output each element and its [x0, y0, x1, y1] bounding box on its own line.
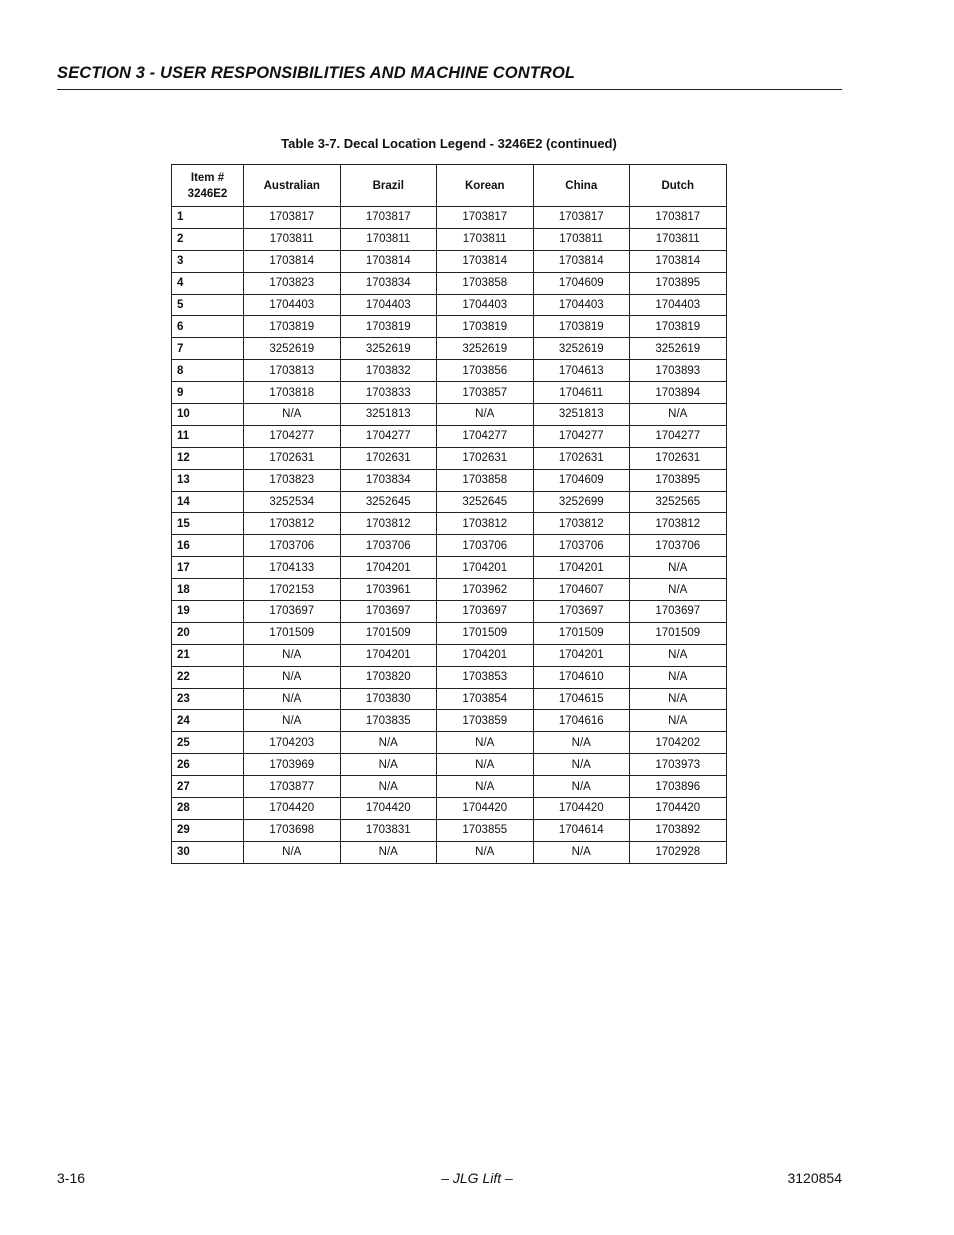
part-number-cell: N/A [244, 710, 341, 732]
item-number-cell: 5 [172, 294, 244, 316]
part-number-cell: 1703697 [437, 601, 534, 623]
part-number-cell: 1703819 [244, 316, 341, 338]
part-number-cell: 1703893 [630, 360, 727, 382]
item-number-cell: 27 [172, 776, 244, 798]
part-number-cell: 1703811 [340, 228, 437, 250]
part-number-cell: 1703814 [630, 250, 727, 272]
table-row [172, 666, 727, 688]
item-number-cell: 24 [172, 710, 244, 732]
part-number-cell: 1703817 [244, 207, 341, 229]
item-number-cell: 7 [172, 338, 244, 360]
part-number-cell: 1701509 [340, 622, 437, 644]
part-number-cell: N/A [437, 732, 534, 754]
part-number-cell: 1702631 [244, 447, 341, 469]
item-number-cell: 28 [172, 798, 244, 820]
table-row [172, 207, 727, 229]
table-row [172, 316, 727, 338]
part-number-cell: 1703812 [340, 513, 437, 535]
part-number-cell: 1703830 [340, 688, 437, 710]
part-number-cell: 1704277 [630, 425, 727, 447]
item-number-cell: 4 [172, 272, 244, 294]
part-number-cell: N/A [340, 732, 437, 754]
part-number-cell: N/A [244, 841, 341, 863]
item-number-cell: 8 [172, 360, 244, 382]
part-number-cell: 1704201 [340, 557, 437, 579]
part-number-cell: 1704607 [533, 579, 630, 601]
part-number-cell: 1703855 [437, 819, 534, 841]
part-number-cell: 1703814 [244, 250, 341, 272]
part-number-cell: 1703853 [437, 666, 534, 688]
item-number-cell: 11 [172, 425, 244, 447]
item-number-cell: 14 [172, 491, 244, 513]
part-number-cell: 1703706 [630, 535, 727, 557]
part-number-cell: N/A [437, 841, 534, 863]
table-row [172, 491, 727, 513]
item-number-cell: 13 [172, 469, 244, 491]
part-number-cell: N/A [630, 557, 727, 579]
part-number-cell: N/A [533, 732, 630, 754]
part-number-cell: 1704403 [340, 294, 437, 316]
part-number-cell: 1703895 [630, 272, 727, 294]
part-number-cell: 1703814 [437, 250, 534, 272]
item-number-cell: 10 [172, 404, 244, 426]
part-number-cell: 1704201 [340, 644, 437, 666]
part-number-cell: 1703811 [533, 228, 630, 250]
decal-location-table [171, 164, 727, 864]
part-number-cell: 1703812 [437, 513, 534, 535]
item-number-cell: 2 [172, 228, 244, 250]
part-number-cell: 1703896 [630, 776, 727, 798]
part-number-cell: 3252565 [630, 491, 727, 513]
item-number-cell: 25 [172, 732, 244, 754]
part-number-cell: N/A [244, 688, 341, 710]
part-number-cell: 1704616 [533, 710, 630, 732]
part-number-cell: 1703812 [630, 513, 727, 535]
part-number-cell: 1703823 [244, 272, 341, 294]
part-number-cell: 3252619 [437, 338, 534, 360]
part-number-cell: N/A [437, 754, 534, 776]
table-row [172, 688, 727, 710]
part-number-cell: 1704277 [533, 425, 630, 447]
part-number-cell: 1703811 [244, 228, 341, 250]
table-row [172, 469, 727, 491]
part-number-cell: N/A [533, 754, 630, 776]
table-row [172, 513, 727, 535]
part-number-cell: 1704403 [533, 294, 630, 316]
page-number: 3-16 [57, 1170, 86, 1186]
item-number-cell: 16 [172, 535, 244, 557]
part-number-cell: 1703812 [244, 513, 341, 535]
part-number-cell: N/A [437, 776, 534, 798]
table-row [172, 776, 727, 798]
part-number-cell: 1701509 [437, 622, 534, 644]
part-number-cell: 1704420 [630, 798, 727, 820]
part-number-cell: 1703811 [437, 228, 534, 250]
part-number-cell: 1703856 [437, 360, 534, 382]
table-row [172, 622, 727, 644]
part-number-cell: 1703706 [340, 535, 437, 557]
column-header-korean: Korean [437, 165, 534, 207]
table-row [172, 338, 727, 360]
table-row [172, 382, 727, 404]
part-number-cell: 1704420 [533, 798, 630, 820]
part-number-cell: 1704277 [437, 425, 534, 447]
part-number-cell: 1703877 [244, 776, 341, 798]
item-header-line1: Item # [190, 171, 225, 184]
part-number-cell: 1703834 [340, 469, 437, 491]
part-number-cell: N/A [244, 644, 341, 666]
part-number-cell: 1703835 [340, 710, 437, 732]
part-number-cell: 1703819 [437, 316, 534, 338]
part-number-cell: N/A [533, 841, 630, 863]
part-number-cell: 1702631 [340, 447, 437, 469]
part-number-cell: N/A [244, 666, 341, 688]
part-number-cell: 1704614 [533, 819, 630, 841]
part-number-cell: 1703697 [533, 601, 630, 623]
part-number-cell: 3252699 [533, 491, 630, 513]
part-number-cell: 1703823 [244, 469, 341, 491]
table-row [172, 360, 727, 382]
item-number-cell: 12 [172, 447, 244, 469]
part-number-cell: 1703818 [244, 382, 341, 404]
item-number-cell: 6 [172, 316, 244, 338]
part-number-cell: 1704202 [630, 732, 727, 754]
table-row [172, 798, 727, 820]
part-number-cell: 1704277 [244, 425, 341, 447]
part-number-cell: 1704203 [244, 732, 341, 754]
table-body [172, 207, 727, 864]
table-row [172, 250, 727, 272]
part-number-cell: 1704201 [437, 644, 534, 666]
part-number-cell: N/A [340, 841, 437, 863]
part-number-cell: 1702928 [630, 841, 727, 863]
part-number-cell: 3252619 [340, 338, 437, 360]
column-header-australian: Australian [244, 165, 341, 207]
part-number-cell: 1703892 [630, 819, 727, 841]
item-number-cell: 21 [172, 644, 244, 666]
table-caption: Table 3-7. Decal Location Legend - 3246E2 (continued) [281, 136, 617, 151]
part-number-cell: 1703832 [340, 360, 437, 382]
part-number-cell: 1703706 [437, 535, 534, 557]
part-number-cell: 3252534 [244, 491, 341, 513]
part-number-cell: 1703820 [340, 666, 437, 688]
part-number-cell: 1704615 [533, 688, 630, 710]
part-number-cell: 1703813 [244, 360, 341, 382]
part-number-cell: 1703697 [244, 601, 341, 623]
table-row [172, 535, 727, 557]
part-number-cell: 1703831 [340, 819, 437, 841]
part-number-cell: N/A [533, 776, 630, 798]
part-number-cell: 1703706 [244, 535, 341, 557]
part-number-cell: 1703819 [533, 316, 630, 338]
table-header-row [172, 165, 727, 207]
part-number-cell: 3252619 [630, 338, 727, 360]
part-number-cell: N/A [630, 710, 727, 732]
table-row [172, 754, 727, 776]
part-number-cell: 1703833 [340, 382, 437, 404]
column-header-dutch: Dutch [630, 165, 727, 207]
item-number-cell: 17 [172, 557, 244, 579]
table-row [172, 404, 727, 426]
table-row [172, 710, 727, 732]
section-title: SECTION 3 - USER RESPONSIBILITIES AND MACHINE CONTROL [57, 64, 576, 82]
part-number-cell: 1703812 [533, 513, 630, 535]
part-number-cell: 1703817 [437, 207, 534, 229]
item-number-cell: 20 [172, 622, 244, 644]
part-number-cell: 1704420 [244, 798, 341, 820]
part-number-cell: 3251813 [340, 404, 437, 426]
item-number-cell: 29 [172, 819, 244, 841]
part-number-cell: 1702631 [533, 447, 630, 469]
part-number-cell: 1703961 [340, 579, 437, 601]
part-number-cell: 3252645 [437, 491, 534, 513]
part-number-cell: 1703698 [244, 819, 341, 841]
part-number-cell: 1702631 [437, 447, 534, 469]
part-number-cell: 1703817 [630, 207, 727, 229]
part-number-cell: N/A [630, 579, 727, 601]
table-row [172, 579, 727, 601]
part-number-cell: 1704277 [340, 425, 437, 447]
column-header-china: China [533, 165, 630, 207]
item-number-cell: 9 [172, 382, 244, 404]
item-number-cell: 26 [172, 754, 244, 776]
part-number-cell: 3252619 [533, 338, 630, 360]
part-number-cell: 1704420 [340, 798, 437, 820]
part-number-cell: 1703973 [630, 754, 727, 776]
part-number-cell: 1704201 [533, 644, 630, 666]
part-number-cell: 1703854 [437, 688, 534, 710]
item-number-cell: 18 [172, 579, 244, 601]
part-number-cell: N/A [630, 644, 727, 666]
part-number-cell: 1704611 [533, 382, 630, 404]
item-number-cell: 22 [172, 666, 244, 688]
item-number-cell: 19 [172, 601, 244, 623]
part-number-cell: 1703858 [437, 272, 534, 294]
part-number-cell: 1703819 [340, 316, 437, 338]
part-number-cell: 1702631 [630, 447, 727, 469]
part-number-cell: 1703814 [533, 250, 630, 272]
table-row [172, 819, 727, 841]
part-number-cell: 1703962 [437, 579, 534, 601]
part-number-cell: 1703706 [533, 535, 630, 557]
part-number-cell: 1704403 [244, 294, 341, 316]
table-row [172, 732, 727, 754]
table-row [172, 228, 727, 250]
part-number-cell: 1704403 [437, 294, 534, 316]
table-row [172, 425, 727, 447]
column-header-item [172, 165, 244, 207]
part-number-cell: N/A [244, 404, 341, 426]
part-number-cell: 1704609 [533, 469, 630, 491]
part-number-cell: N/A [630, 404, 727, 426]
item-number-cell: 30 [172, 841, 244, 863]
part-number-cell: 1703817 [533, 207, 630, 229]
table-row [172, 557, 727, 579]
item-number-cell: 15 [172, 513, 244, 535]
part-number-cell: 3252645 [340, 491, 437, 513]
part-number-cell: N/A [437, 404, 534, 426]
table-row [172, 644, 727, 666]
part-number-cell: N/A [630, 688, 727, 710]
part-number-cell: 1703857 [437, 382, 534, 404]
item-header-line2: 3246E2 [187, 187, 228, 200]
item-number-cell: 1 [172, 207, 244, 229]
part-number-cell: 1703894 [630, 382, 727, 404]
column-header-brazil: Brazil [340, 165, 437, 207]
part-number-cell: 1701509 [630, 622, 727, 644]
part-number-cell: 1701509 [244, 622, 341, 644]
part-number-cell: 1703834 [340, 272, 437, 294]
table-row [172, 294, 727, 316]
part-number-cell: 1703697 [630, 601, 727, 623]
part-number-cell: N/A [340, 754, 437, 776]
part-number-cell: 1703969 [244, 754, 341, 776]
part-number-cell: 1704201 [533, 557, 630, 579]
part-number-cell: N/A [630, 666, 727, 688]
part-number-cell: 1704610 [533, 666, 630, 688]
part-number-cell: 1702153 [244, 579, 341, 601]
item-number-cell: 23 [172, 688, 244, 710]
part-number-cell: 1703858 [437, 469, 534, 491]
table-row [172, 447, 727, 469]
part-number-cell: 1704609 [533, 272, 630, 294]
part-number-cell: 1704613 [533, 360, 630, 382]
part-number-cell: 1701509 [533, 622, 630, 644]
part-number-cell: 1703697 [340, 601, 437, 623]
part-number-cell: N/A [340, 776, 437, 798]
document-number: 3120854 [787, 1170, 842, 1186]
part-number-cell: 1703895 [630, 469, 727, 491]
part-number-cell: 3252619 [244, 338, 341, 360]
table-row [172, 601, 727, 623]
table-row [172, 272, 727, 294]
table-row [172, 841, 727, 863]
part-number-cell: 1703859 [437, 710, 534, 732]
part-number-cell: 1704201 [437, 557, 534, 579]
part-number-cell: 1703819 [630, 316, 727, 338]
item-number-cell: 3 [172, 250, 244, 272]
part-number-cell: 1704133 [244, 557, 341, 579]
part-number-cell: 1703817 [340, 207, 437, 229]
part-number-cell: 1703814 [340, 250, 437, 272]
footer-publisher: – JLG Lift – [441, 1170, 513, 1186]
part-number-cell: 3251813 [533, 404, 630, 426]
part-number-cell: 1704420 [437, 798, 534, 820]
header-divider [57, 89, 842, 90]
part-number-cell: 1704403 [630, 294, 727, 316]
part-number-cell: 1703811 [630, 228, 727, 250]
